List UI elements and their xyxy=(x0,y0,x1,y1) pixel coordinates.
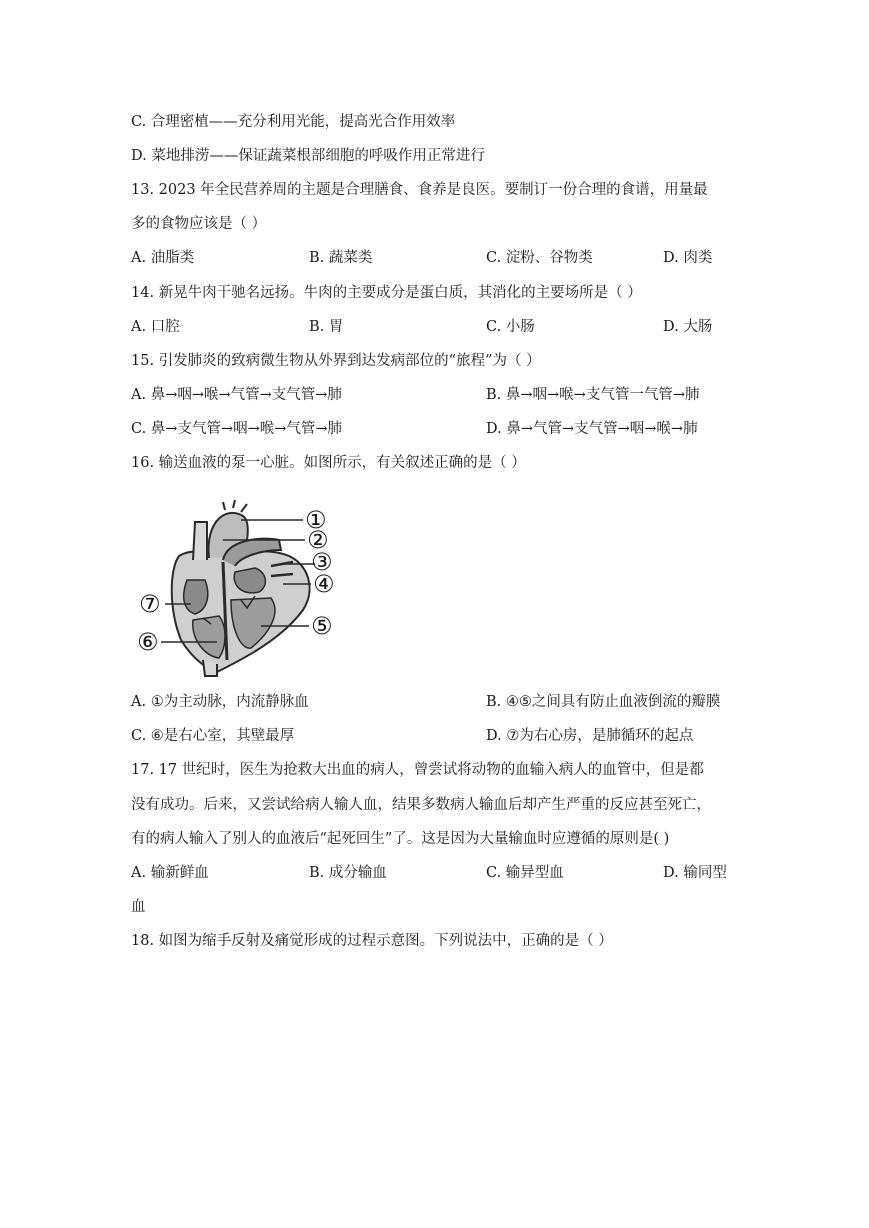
q17-stem-line1: 17. 17 世纪时，医生为抢救大出血的病人，曾尝试将动物的血输入病人的血管中，但是都 xyxy=(131,762,704,778)
label-6: ⑥ xyxy=(137,628,159,656)
q14-option-b: B. 胃 xyxy=(309,319,344,335)
q17-option-d-wrap: 血 xyxy=(131,899,146,915)
q18-stem: 18. 如图为缩手反射及痛觉形成的过程示意图。下列说法中，正确的是（ ） xyxy=(131,933,613,949)
q16-option-c: C. ⑥是右心室，其壁最厚 xyxy=(131,728,295,744)
q14-option-d: D. 大肠 xyxy=(663,319,713,335)
label-1: ① xyxy=(305,506,327,534)
q13-stem-line2: 多的食物应该是（ ） xyxy=(131,216,267,232)
q16-option-d: D. ⑦为右心房，是肺循环的起点 xyxy=(486,728,694,744)
q13-option-a: A. 油脂类 xyxy=(131,250,195,266)
q16-option-a: A. ①为主动脉，内流静脉血 xyxy=(131,694,309,710)
q12-option-d: D. 菜地排涝——保证蔬菜根部细胞的呼吸作用正常进行 xyxy=(131,148,485,164)
left-atrium xyxy=(234,568,265,593)
label-3: ③ xyxy=(311,548,333,576)
q16-option-b: B. ④⑤之间具有防止血液倒流的瓣膜 xyxy=(486,694,721,710)
q14-option-a: A. 口腔 xyxy=(131,319,180,335)
q17-option-a: A. 输新鲜血 xyxy=(131,865,209,881)
q17-stem-line3: 有的病人输入了别人的血液后“起死回生”了。这是因为大量输血时应遵循的原则是( ) xyxy=(131,831,670,847)
q17-stem-line2: 没有成功。后来，又尝试给病人输人血，结果多数病人输血后却产生严重的反应甚至死亡， xyxy=(131,797,711,813)
q15-option-c: C. 鼻→支气管→咽→喉→气管→肺 xyxy=(131,421,343,437)
q13-option-b: B. 蔬菜类 xyxy=(309,250,373,266)
q14-stem: 14. 新晃牛肉干驰名远扬。牛肉的主要成分是蛋白质，其消化的主要场所是（ ） xyxy=(131,285,642,301)
heart-diagram xyxy=(131,500,341,680)
q12-option-c: C. 合理密植——充分利用光能，提高光合作用效率 xyxy=(131,114,456,130)
label-4: ④ xyxy=(313,570,335,598)
label-2: ② xyxy=(307,526,329,554)
label-7: ⑦ xyxy=(139,590,161,618)
q14-option-c: C. 小肠 xyxy=(486,319,535,335)
q17-option-d: D. 输同型 xyxy=(663,865,727,881)
q13-option-c: C. 淀粉、谷物类 xyxy=(486,250,593,266)
q16-stem: 16. 输送血液的泵一心脏。如图所示，有关叙述正确的是（ ） xyxy=(131,455,526,471)
q15-option-d: D. 鼻→气管→支气管→咽→喉→肺 xyxy=(486,421,698,437)
vena-cava xyxy=(193,522,207,560)
q17-option-c: C. 输异型血 xyxy=(486,865,564,881)
q13-stem-line1: 13. 2023 年全民营养周的主题是合理膳食、食养是良医。要制订一份合理的食谱，用量最 xyxy=(131,182,708,198)
q13-option-d: D. 肉类 xyxy=(663,250,713,266)
q15-stem: 15. 引发肺炎的致病微生物从外界到达发病部位的“旅程”为（ ） xyxy=(131,353,541,369)
q17-option-b: B. 成分输血 xyxy=(309,865,387,881)
label-5: ⑤ xyxy=(311,612,333,640)
q15-option-b: B. 鼻→咽→喉→支气管一气管→肺 xyxy=(486,387,700,403)
q15-option-a: A. 鼻→咽→喉→气管→支气管→肺 xyxy=(131,387,342,403)
